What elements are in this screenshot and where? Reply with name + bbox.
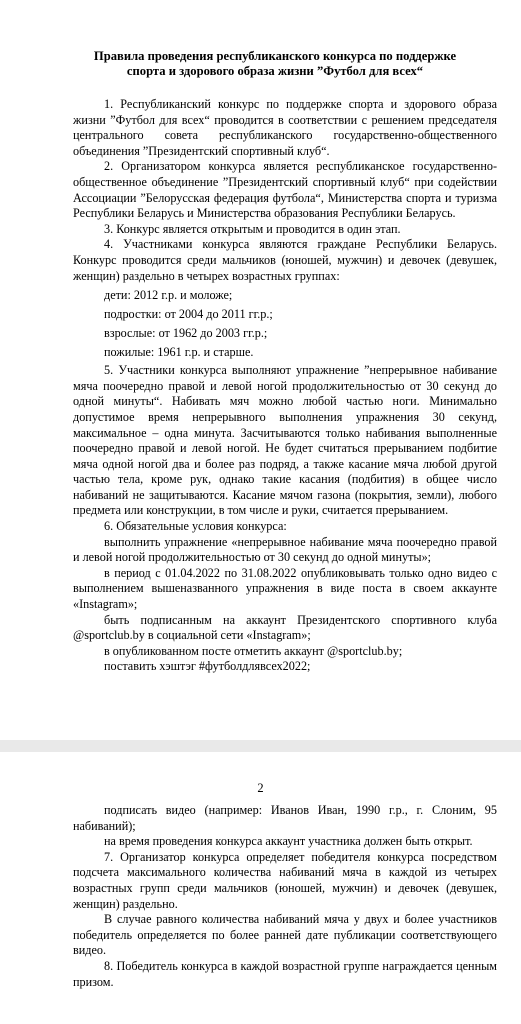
condition-5: поставить хэштэг #футболдлявсех2022;: [104, 659, 311, 674]
tie-break-paragraph: В случае равного количества набиваний мяча у двух и более участников победитель определяется по более ранней дате публикации соответствующего видео.: [73, 912, 497, 958]
age-group-children: дети: 2012 г.р. и моложе;: [104, 288, 233, 303]
rule-item-1: 1. Республиканский конкурс по поддержке спорта и здорового образа жизни ”Футбол для всех“ проводится в соответствии с решением председателя центрального совета республиканского государственно-общественного объединения ”Президентский спортивный клуб“.: [73, 97, 497, 158]
page-1-body: [73, 97, 497, 675]
title-line-2: спорта и здорового образа жизни ”Футбол для всех“: [126, 64, 424, 78]
rule-item-8: 8. Победитель конкурса в каждой возрастной группе награждается ценным призом.: [73, 958, 497, 989]
condition-7: на время проведения конкурса аккаунт участника должен быть открыт.: [104, 834, 473, 849]
rule-item-3: 3. Конкурс является открытым и проводится в один этап.: [104, 221, 401, 236]
rule-item-6: 6. Обязательные условия конкурса:: [104, 519, 287, 534]
page-number: 2: [257, 781, 264, 795]
rule-item-4: 4. Участниками конкурса являются граждане Республики Беларусь. Конкурс проводится среди мальчиков (юношей, мужчин) и девочек (девушек, женщин) раздельно в четырех возрастных группах:: [73, 237, 497, 283]
document-page-2: [0, 752, 521, 1024]
condition-6: подписать видео (например: Иванов Иван, 1990 г.р., г. Слоним, 95 набиваний);: [73, 803, 497, 833]
condition-2: в период с 01.04.2022 по 31.08.2022 опубликовывать только одно видео с выполнением вышеназванного упражнения в виде поста в своем аккаунте «Instagram»;: [73, 565, 497, 612]
age-group-teens: подростки: от 2004 до 2011 гг.р.;: [104, 307, 273, 322]
page-separator: [0, 740, 521, 752]
title-line-1: Правила проведения республиканского конкурса по поддержке: [93, 49, 457, 63]
condition-4: в опубликованном посте отметить аккаунт @sportclub.by;: [104, 643, 403, 658]
document-title: [60, 49, 490, 79]
rule-item-7: 7. Организатор конкурса определяет победителя конкурса посредством подсчета максимального количества набиваний мяча в каждой из четырех возрастных групп среди мальчиков (юношей, мужчин) и девочек (девушек, женщин) раздельно.: [73, 849, 497, 911]
rule-item-5: 5. Участники конкурса выполняют упражнение ”непрерывное набивание мяча поочередно правой и левой ногой продолжительностью от 30 секунд до одной минуты“. Набивать мяч можно любой частью ноги. Минимально допустимое время непрерывного выполнения упражнения 30 секунд, максимальное – одна минута. Засчитываются только набивания выполненные поочередно правой и левой ногой. Не будет считаться прерыванием подбитие мяча одной ногой два и более раз подряд, а также касание мяча любой другой частью тела, кроме рук, однако такие касания (подбития) в общее число набиваний не защитываются. Касание мячом газона (покрытия, земли), любого предмета или конструкции, в том числе и руки, считается прерыванием.: [73, 363, 497, 518]
rule-item-2: 2. Организатором конкурса является республиканское государственно-общественное объединение ”Президентский спортивный клуб“ при содействии Ассоциации ”Белорусская федерация футбола“, Министерства спорта и туризма Республики Беларусь и Министерства образования Республики Беларусь.: [73, 159, 497, 221]
age-group-adults: взрослые: от 1962 до 2003 гг.р.;: [104, 326, 268, 341]
condition-3: быть подписанным на аккаунт Президентского спортивного клуба @sportclub.by в социальной сети «Instagram»;: [73, 612, 497, 643]
condition-1: выполнить упражнение «непрерывное набивание мяча поочередно правой и левой ногой продолжительностью от 30 секунд до одной минуты»;: [73, 534, 497, 565]
page-2-body: [73, 803, 497, 990]
age-group-seniors: пожилые: 1961 г.р. и старше.: [104, 345, 254, 360]
